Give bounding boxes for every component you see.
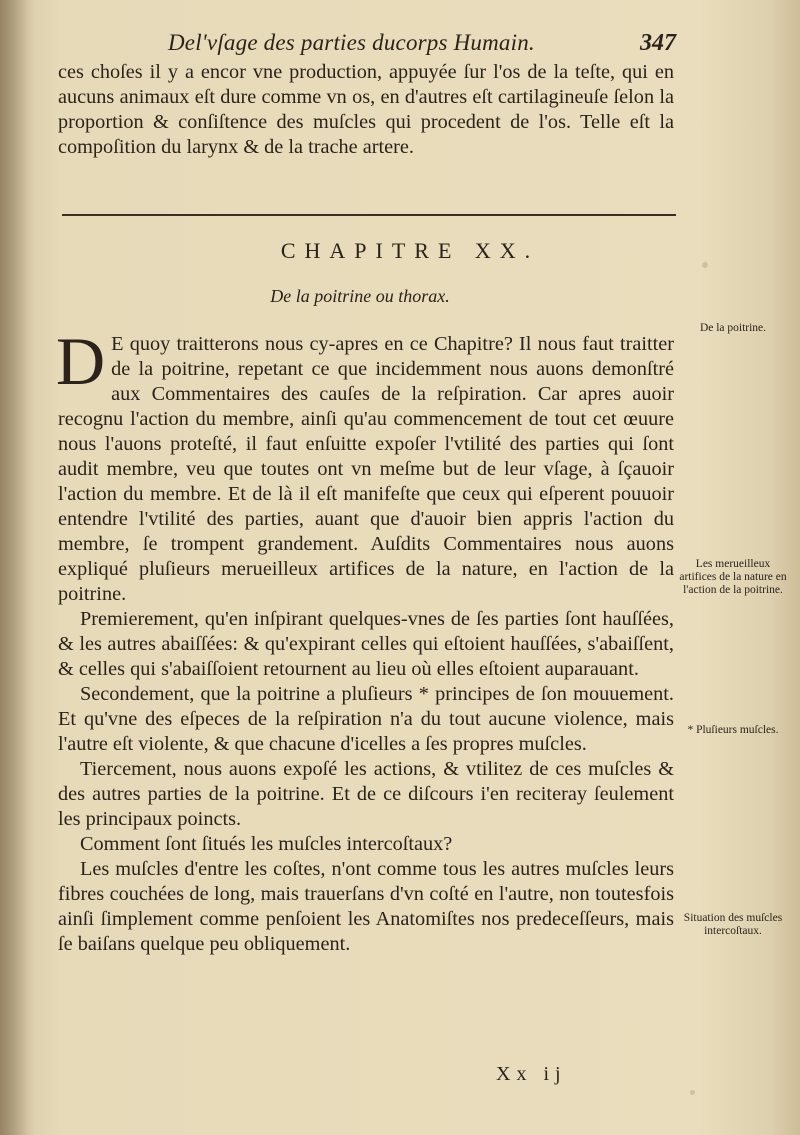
catchword: Xx ij [496, 1063, 567, 1085]
chapter-title: CHAPITRE XX. [280, 238, 540, 263]
paragraph-2: Premierement, qu'en inſpirant quelques-vnes de ſes parties ſont hauſſées, & les autres abaiſſées: & qu'expirant celles qui eſtoient hauſſées, s'abaiſſent, & celles qui s'abaiſſoient retournent au lieu où elles eſtoient auparauant. [58, 608, 674, 680]
margin-note-situation: Situation des muſcles intercoſtaux. [683, 912, 783, 937]
paper-stain [702, 262, 708, 268]
chapter-divider [62, 214, 676, 216]
margin-note-poitrine: De la poitrine. [699, 322, 767, 334]
gutter-shadow [0, 0, 34, 1135]
paragraph-6: Les muſcles d'entre les coſtes, n'ont comme tous les autres muſcles leurs fibres couchées de long, mais trauerſans d'vn coſté en l'autre, non toutesfois ainſi ſimplement comme penſoient les Anatomiſtes nos predeceſſeurs, mais ſe baiſans quelque peu obliquement. [58, 858, 674, 955]
margin-note-artifices: Les merueilleux artifices de la nature en l'action de la poitrine. [679, 558, 787, 596]
intro-paragraph [58, 60, 674, 160]
margin-note-muscles: * Pluſieurs muſcles. [687, 724, 779, 736]
page-number: 347 [640, 30, 676, 56]
intro-text: ces choſes il y a encor vne production, appuyée ſur l'os de la teſte, qui en aucuns animaux eſt dure comme vn os, en d'autres eſt cartilagineuſe ſelon la proportion & conſiſtence des muſcles qui procedent de l'os. Telle eſt la compoſition du larynx & de la trache artere. [58, 61, 674, 158]
paragraph-3: Secondement, que la poitrine a pluſieurs * principes de ſon mouuement. Et qu'vne des eſpeces de la reſpiration n'a du tout aucune violence, mais l'autre eſt violente, & que chacune d'icelles a ſes propres muſcles. [58, 683, 674, 755]
chapter-body [56, 323, 674, 957]
page-header [0, 30, 800, 64]
paragraph-5: Comment ſont ſitués les muſcles intercoſtaux? [80, 833, 453, 855]
paragraph-4: Tiercement, nous auons expoſé les actions, & vtilitez de ces muſcles & des autres parties de la poitrine. Et de ce diſcours i'en reciteray ſeulement les principaux poincts. [58, 758, 674, 830]
running-title: Del'vſage des parties ducorps Humain. [168, 30, 535, 55]
paragraph-1-text: E quoy traitterons nous cy-apres en ce Chapitre? Il nous faut traitter de la poitrine, repetant ce que incidemment nous auons demonſtré aux Commentaires des cauſes de la reſpiration. Car apres auoir recognu l'action du membre, ainſi qu'au commencement de tout cet œuure nous l'auons proteſté, il faut enſuitte expoſer l'vtilité des parties qui ſont audit membre, veu que toutes ont vn meſme but de leur vſage, à ſçauoir l'action du membre. Et de là il eſt manifeſte que ceux qui eſperent pouuoir entendre l'vtilité des parties, auant que d'auoir bien appris l'action du membre, ſe trompent grandement. Auſdits Commentaires nous auons expliqué pluſieurs merueilleux artifices de la nature, en l'action de la poitrine. [58, 333, 674, 605]
chapter-subtitle: De la poitrine ou thorax. [270, 286, 450, 306]
drop-cap: D [56, 323, 106, 399]
paper-stain [690, 1090, 695, 1095]
paragraph-1 [56, 323, 674, 607]
